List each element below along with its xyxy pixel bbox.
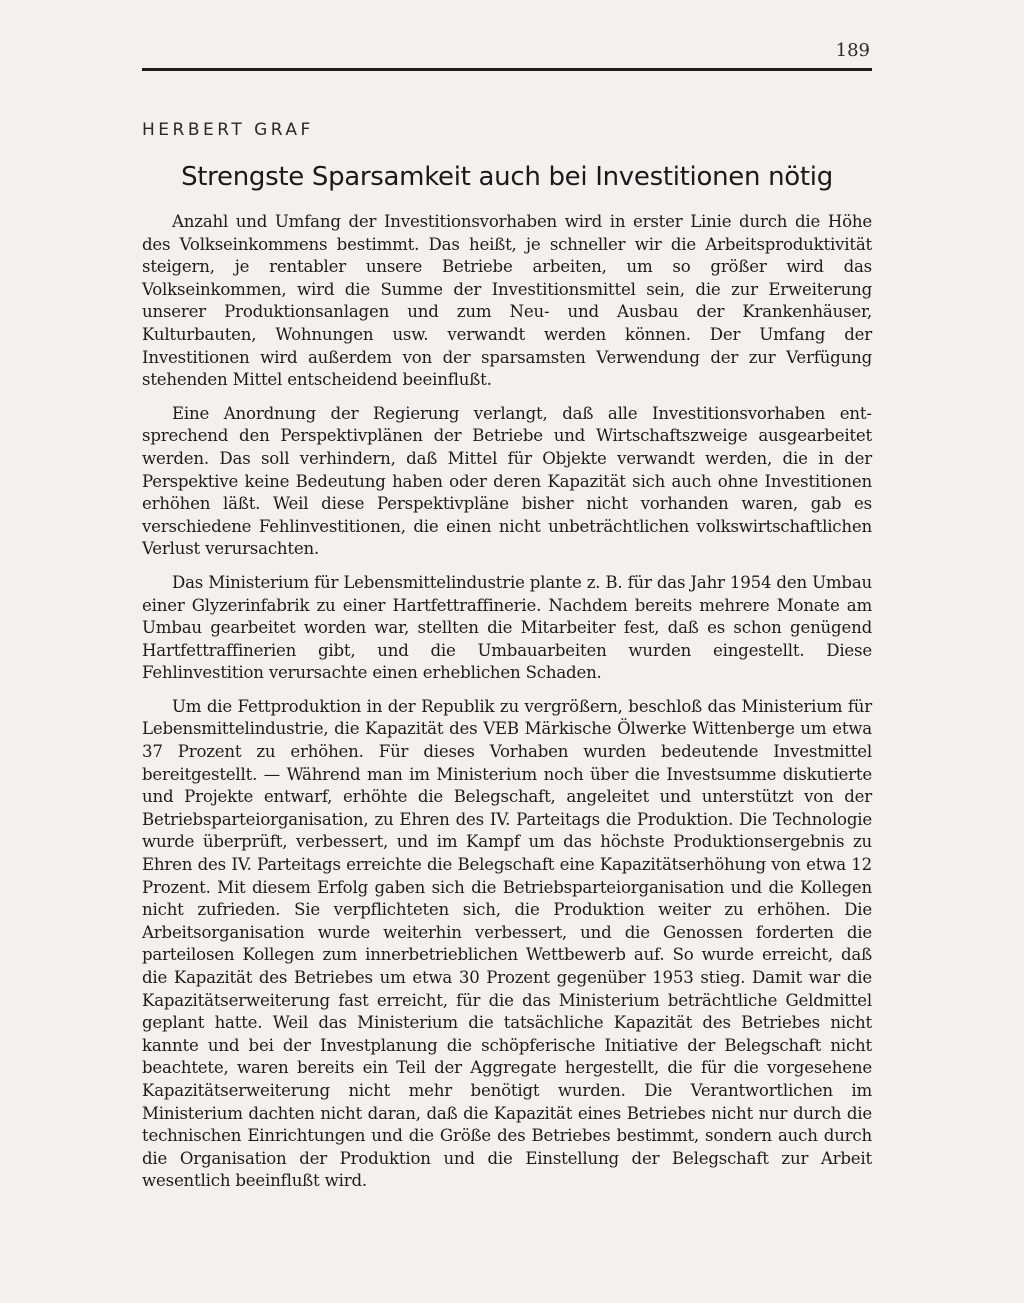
paragraph-3: Das Ministerium für Lebensmittelindustrie plante z. B. für das Jahr 1954 den Umbau einer Glyzerinfabrik zu einer Hartfettraffinerie. Nachdem bereits mehrere Monate am Umbau gearbeitet worden war, stellten die Mitarbeiter fest, daß es schon genügend Hartfettraffinerien gibt, und die Umbauarbeiten wurden eingestellt. Diese Fehlinvestition verursachte einen erheblichen Schaden. xyxy=(142,572,872,683)
article-body xyxy=(142,211,872,1204)
page-number: 189 xyxy=(835,40,870,61)
article-author: HERBERT GRAF xyxy=(142,120,314,140)
paragraph-2: Eine Anordnung der Regierung verlangt, daß alle Investitionsvorhaben entsprechend den Perspektivplänen der Betriebe und Wirtschaftszweige ausgearbeitet werden. Das soll verhindern, daß Mittel für Objekte verwandt werden, die in der Perspektive keine Bedeutung haben oder deren Kapazität sich auch ohne Investitionen erhöhen läßt. Weil diese Perspektivpläne bisher nicht vorhanden waren, gab es verschiedene Fehlinvestitionen, die einen nicht unbeträchtlichen volkswirtschaftlichen Verlust verursachten. xyxy=(142,403,872,559)
header-rule xyxy=(142,68,872,71)
paragraph-1: Anzahl und Umfang der Investitionsvorhaben wird in erster Linie durch die Höhe des Volkseinkommens bestimmt. Das heißt, je schneller wir die Arbeitsproduktivität steigern, je rentabler unsere Betriebe arbeiten, um so größer wird das Volkseinkommen, wird die Summe der Investitionsmittel sein, die zur Erweiterung unserer Produktionsanlagen und zum Neu- und Ausbau der Krankenhäuser, Kulturbauten, Wohnungen usw. verwandt werden können. Der Umfang der Investitionen wird außerdem von der sparsamsten Verwendung der zur Verfügung stehenden Mittel entscheidend beeinflußt. xyxy=(142,212,872,390)
article-title: Strengste Sparsamkeit auch bei Investitionen nötig xyxy=(181,162,833,192)
paragraph-4: Um die Fettproduktion in der Republik zu vergrößern, beschloß das Ministerium für Lebensmittelindustrie, die Kapazität des VEB Märkische Ölwerke Wittenberge um etwa 37 Prozent zu erhöhen. Für dieses Vorhaben wurden bedeutende Investmittel bereitgestellt. — Während man im Ministerium noch über die Investsumme diskutierte und Projekte entwarf, erhöhte die Belegschaft, angeleitet und unterstützt von der Betriebsparteiorganisation, zu Ehren des IV. Parteitags die Produktion. Die Technologie wurde überprüft, verbessert, und im Kampf um das höchste Produktionsergebnis zu Ehren des IV. Parteitags erreichte die Belegschaft eine Kapazitätserhöhung von etwa 12 Prozent. Mit diesem Erfolg gaben sich die Betriebsparteiorganisation und die Kollegen nicht zufrieden. Sie verpflichteten sich, die Produktion weiter zu erhöhen. Die Arbeitsorganisation wurde weiterhin verbessert, und die Genossen forderten die parteilosen Kollegen zum innerbetrieblichen Wettbewerb auf. So wurde erreicht, daß die Kapazität des Betriebes um etwa 30 Prozent gegenüber 1953 stieg. Damit war die Kapazitätserweiterung fast erreicht, für die das Ministerium beträchtliche Geldmittel geplant hatte. Weil das Ministerium die tatsächliche Kapazität des Betriebes nicht kannte und bei der Investplanung die schöpferische Initiative der Belegschaft nicht beachtete, waren bereits ein Teil der Aggregate hergestellt, die für die vorgesehene Kapazitätserweiterung nicht mehr benötigt wurden. Die Verantwortlichen im Ministerium dachten nicht daran, daß die Kapazität eines Betriebes nicht nur durch die technischen Einrichtungen und die Größe des Betriebes bestimmt, sondern auch durch die Organisation der Produktion und die Einstellung der Belegschaft zur Arbeit wesentlich beeinflußt wird. xyxy=(142,696,872,1191)
